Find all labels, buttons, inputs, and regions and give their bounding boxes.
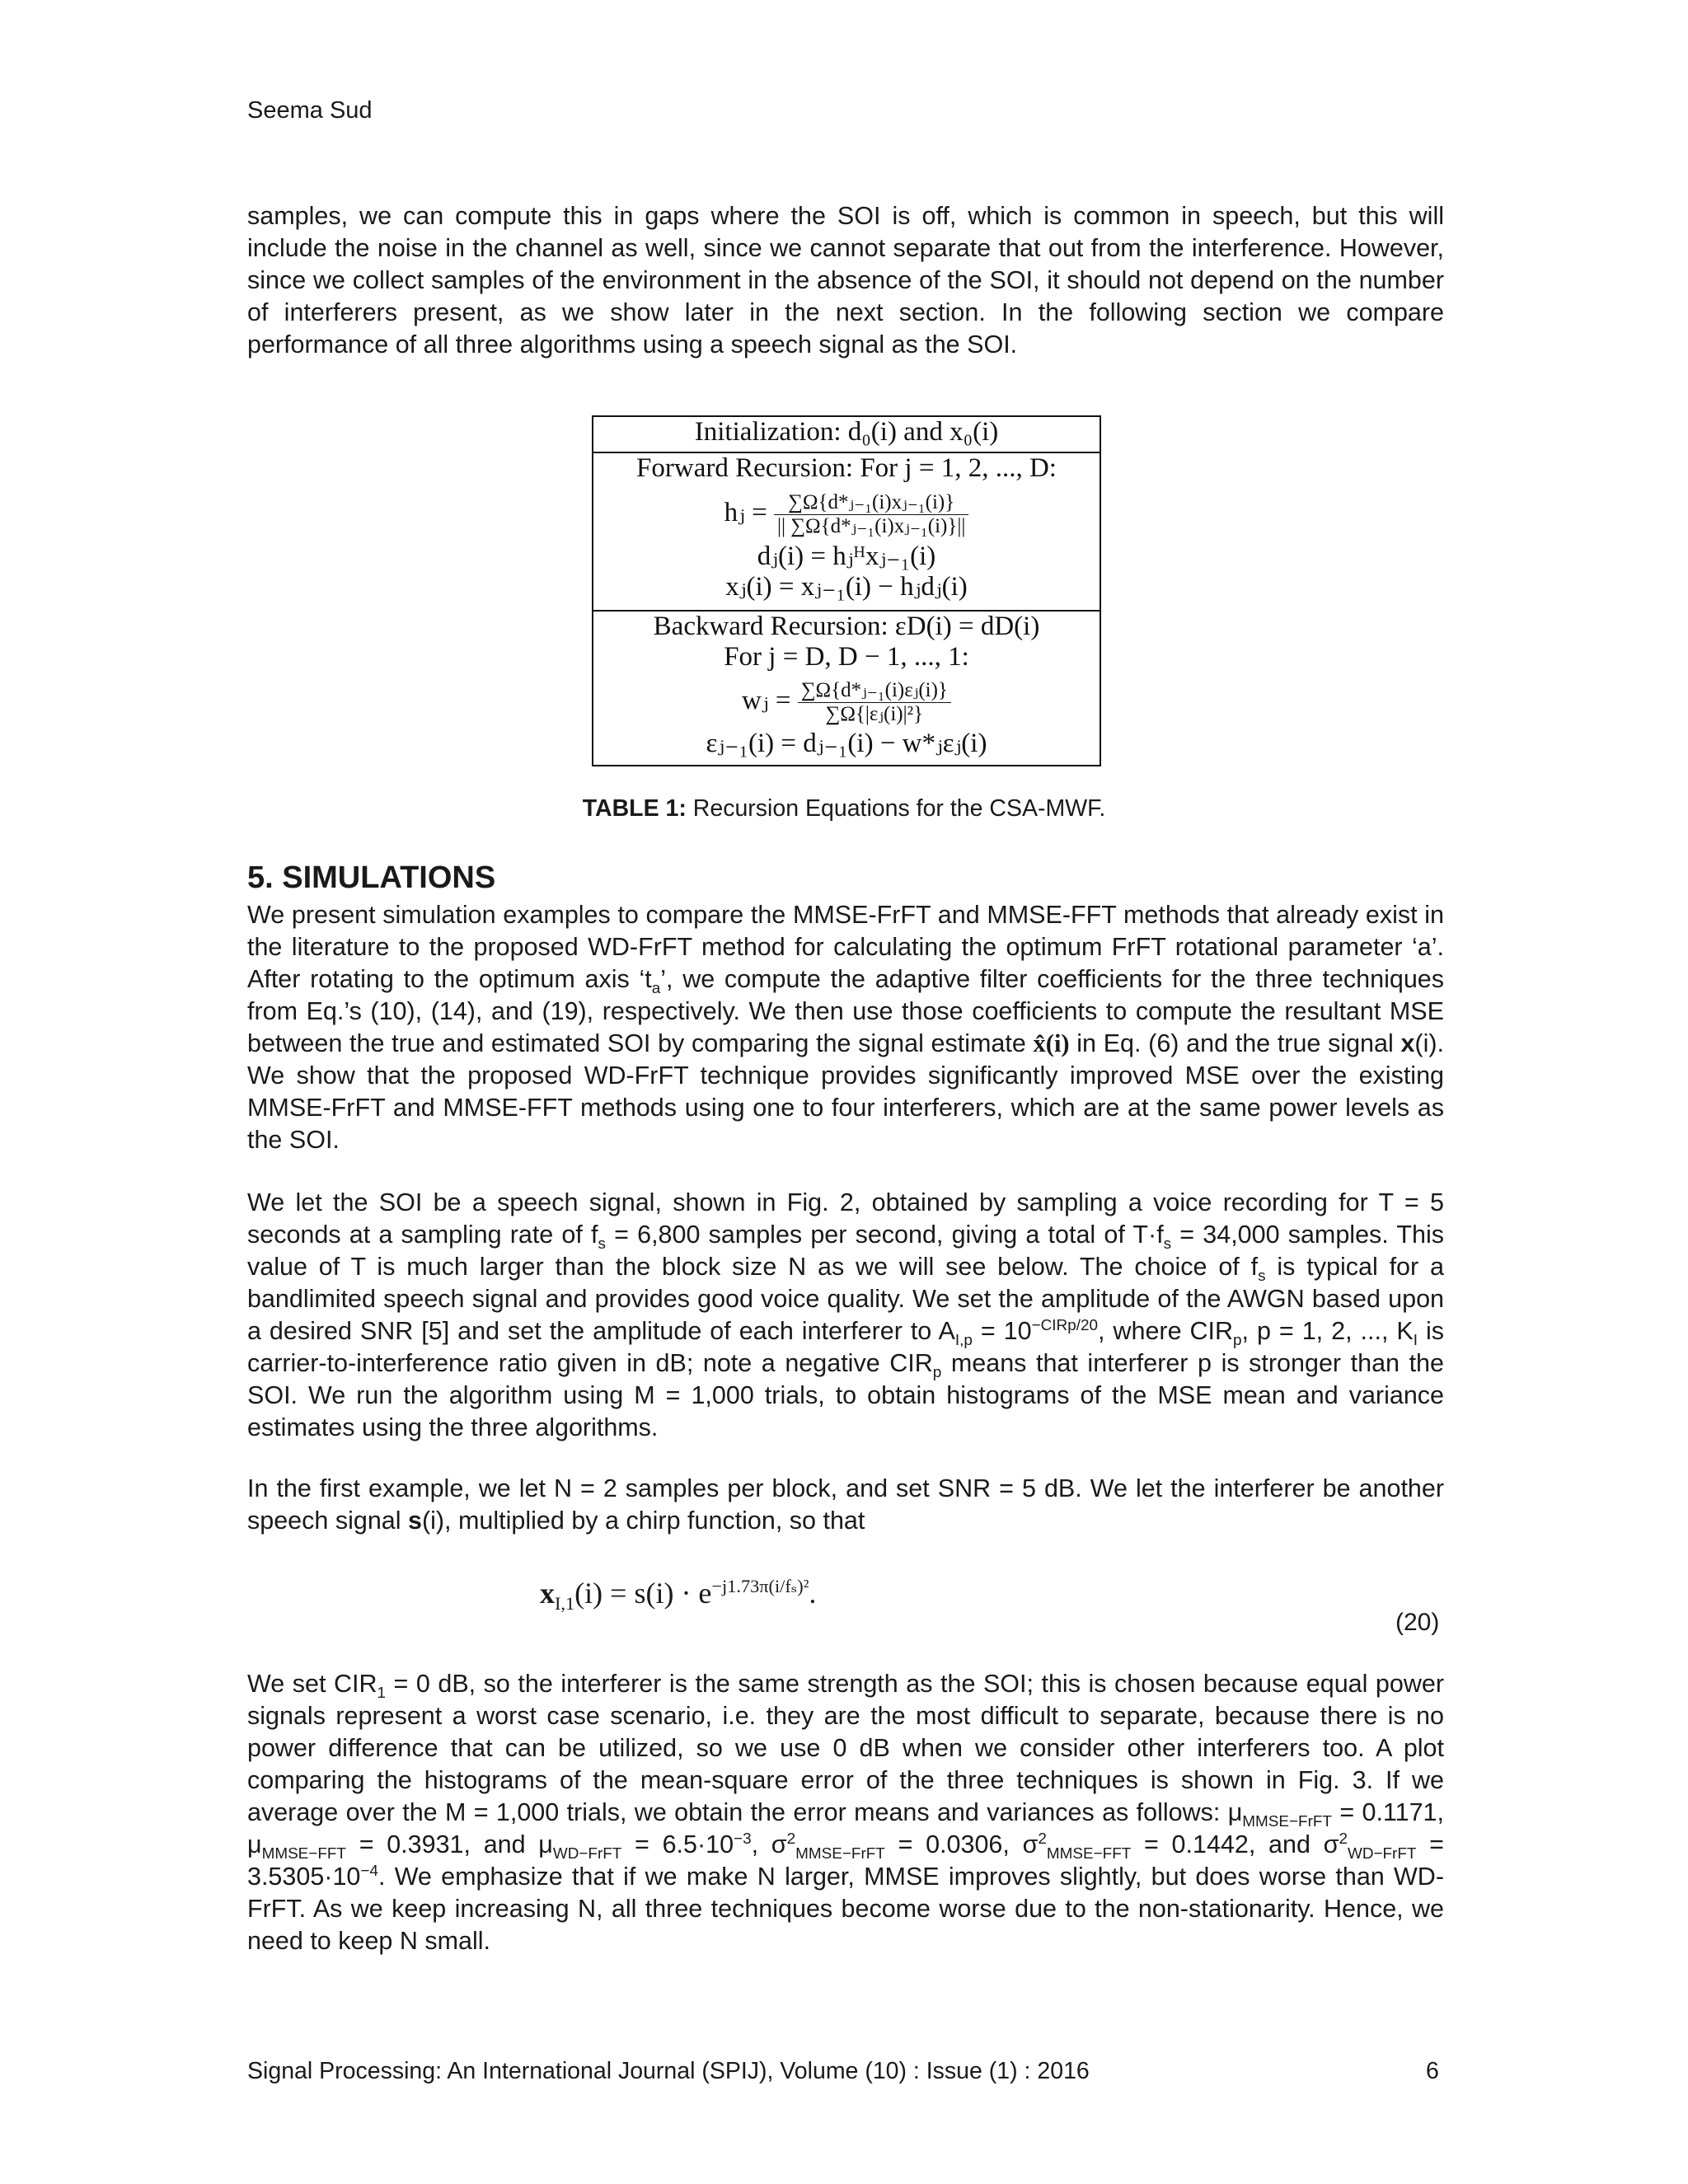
p5-text-a: We set CIR: [247, 1670, 377, 1698]
p5-sub-mmsefft2: MMSE−FFT: [1046, 1845, 1132, 1863]
p5-text-b: = 0 dB, so the interferer is the same strength as the SOI; this is chosen because equal power signals represent a worst case scenario, i.e. they are the most difficult to separate, because there is no power difference that can be utilized, so we use 0 dB when we consider other interferers too. A plot comparing the histograms of the mean-square error of the three techniques is shown in Fig. 3. If we average over the M = 1,000 trials, we obtain the error means and variances as follows: μ: [247, 1670, 1445, 1826]
p3-text-f: , where CIR: [1098, 1317, 1234, 1345]
p3-sup-cir: −CIRp/20: [1031, 1316, 1099, 1334]
p3-sub-s3: s: [1258, 1268, 1266, 1286]
recursion-table: [592, 415, 1101, 766]
p5-text-d: = 0.3931, and μ: [345, 1830, 553, 1858]
eq20-x: x: [540, 1577, 555, 1610]
p5-sup-2b: 2: [1038, 1830, 1047, 1848]
p5-sup-2a: 2: [786, 1830, 796, 1848]
p3-sub-p2: p: [932, 1364, 942, 1382]
p5-sup-m4: −4: [360, 1862, 378, 1880]
p5-sub-wdfrft2: WD−FrFT: [1347, 1845, 1417, 1863]
p5-text-f: , σ: [751, 1830, 787, 1858]
wj-fraction: [798, 679, 951, 726]
table-caption-text: Recursion Equations for the CSA-MWF.: [686, 795, 1106, 822]
table-caption-label: TABLE 1:: [582, 795, 687, 822]
hj-fraction: [774, 491, 968, 538]
wj-numerator: ∑Ω{d*ⱼ₋₁(i)εⱼ(i)}: [798, 679, 951, 703]
p3-sub-p1: p: [1233, 1332, 1242, 1350]
p4-text-a: In the first example, we let N = 2 samples per block, and set SNR = 5 dB. We let the interferer be another speech signal: [247, 1474, 1444, 1535]
section-title: 5. SIMULATIONS: [247, 860, 496, 895]
p3-sub-s1: s: [598, 1235, 606, 1254]
true-signal-symbol: x: [1400, 1029, 1415, 1057]
p5-sub-1: 1: [377, 1685, 386, 1703]
paragraph-soi: [247, 1187, 1444, 1444]
p2-text-a: We present simulation examples to compare the MMSE-FrFT and MMSE-FFT methods that already exist in the literature to the proposed WD-FrFT method for calculating the optimum FrFT rotational parameter ‘a’. After rotating to the optimum axis ‘t: [247, 901, 1444, 993]
wj-denominator: ∑Ω{|εⱼ(i)|²}: [825, 702, 924, 725]
p3-text-d: is typical for a bandlimited speech signal and provides good voice quality. We set the amplitude of the AWGN based upon a desired SNR [5] and set the amplitude of each interferer to A: [247, 1253, 1444, 1345]
p2-text-b: ’, we compute the adaptive filter coefficients for the three techniques from Eq.’s (10), (14), and (19), respectively. We then use those coefficients to compute the resultant MSE between the true and estimated SOI by comparing the signal estimate: [247, 965, 1444, 1057]
equation-20: [540, 1576, 817, 1615]
table-xj-eq: xⱼ(i) = xⱼ₋₁(i) − hⱼdⱼ(i): [725, 572, 968, 602]
p3-sub-ip: I,p: [954, 1332, 973, 1350]
p5-sup-m3: −3: [734, 1830, 752, 1848]
table-init-row: [593, 417, 1100, 453]
p4-text-b: (i), multiplied by a chirp function, so that: [421, 1507, 865, 1535]
p3-text-b: = 6,800 samples per second, giving a total of T·f: [605, 1221, 1164, 1249]
hj-denominator: || ∑Ω{d*ⱼ₋₁(i)xⱼ₋₁(i)}||: [776, 514, 966, 537]
p5-text-i: = 3.5305·10: [247, 1830, 1444, 1891]
page-number: 6: [1426, 2058, 1439, 2084]
p5-sub-mmsefrft2: MMSE−FrFT: [795, 1845, 885, 1863]
table-backward-title: Backward Recursion: εD(i) = dD(i): [653, 612, 1040, 641]
table-caption: [0, 795, 1688, 823]
eq20-sub: I,1: [555, 1593, 575, 1615]
p5-text-h: = 0.1442, and σ: [1131, 1830, 1339, 1858]
table-backward-section: [593, 612, 1100, 765]
paragraph-results: [247, 1668, 1444, 1957]
table-wj-eq: [593, 673, 1100, 729]
eq20-end: .: [809, 1577, 817, 1610]
p5-sup-2c: 2: [1339, 1830, 1348, 1848]
eq20-rest: (i) = s(i) · e: [574, 1577, 712, 1610]
speech-signal-symbol: s: [408, 1507, 422, 1535]
table-hj-eq: [593, 484, 1100, 541]
p3-text-i: means that interferer p is stronger than the SOI. We run the algorithm using M = 1,000 trials, to obtain histograms of the MSE mean and variance estimates using the three algorithms.: [247, 1349, 1444, 1441]
p5-text-g: = 0.0306, σ: [884, 1830, 1039, 1858]
p5-sub-mmsefft: MMSE−FFT: [261, 1845, 346, 1863]
p5-text-e: = 6.5·10: [621, 1830, 734, 1858]
hj-numerator: ∑Ω{d*ⱼ₋₁(i)xⱼ₋₁(i)}: [774, 491, 968, 515]
paragraph-intro: samples, we can compute this in gaps where the SOI is off, which is common in speech, but this will include the noise in the channel as well, since we cannot separate that out from the interference. However, since we collect samples of the environment in the absence of the SOI, it should not depend on the number of interferers present, as we show later in the next section. In the following section we compare performance of all three algorithms using a speech signal as the SOI.: [247, 202, 1444, 359]
p5-sub-wdfrft: WD−FrFT: [552, 1845, 622, 1863]
p2-sub-a: a: [651, 980, 661, 998]
table-ej-eq: εⱼ₋₁(i) = dⱼ₋₁(i) − w*ⱼεⱼ(i): [706, 729, 987, 758]
p5-sub-mmsefrft: MMSE−FrFT: [1242, 1813, 1332, 1831]
p2-text-d: (i). We show that the proposed WD-FrFT technique provides significantly improved MSE over the existing MMSE-FrFT and MMSE-FFT methods using one to four interferers, which are at the same power levels as the SOI.: [247, 1029, 1444, 1154]
paragraph-first-example: [247, 1473, 1444, 1537]
author-header: Seema Sud: [247, 97, 373, 124]
p2-text-c: in Eq. (6) and the true signal: [1069, 1029, 1401, 1057]
table-dj-eq: dⱼ(i) = hⱼᴴxⱼ₋₁(i): [757, 541, 936, 571]
p3-text-h: is carrier-to-interference ratio given in dB; note a negative CIR: [247, 1317, 1444, 1377]
eq20-exponent: −j1.73π(i/fₛ)²: [711, 1576, 809, 1596]
p3-sub-s2: s: [1163, 1235, 1172, 1254]
hj-lhs: hⱼ =: [724, 498, 767, 527]
equation-number: (20): [1395, 1609, 1440, 1636]
footer-journal: Signal Processing: An International Journal (SPIJ), Volume (10) : Issue (1) : 2016: [247, 2058, 1090, 2084]
p3-sub-i: I: [1413, 1332, 1418, 1350]
p3-text-e: = 10: [972, 1317, 1032, 1345]
p5-text-c: = 0.1171, μ: [247, 1798, 1444, 1858]
p3-text-a: We let the SOI be a speech signal, shown in Fig. 2, obtained by sampling a voice recording for T = 5 seconds at a sampling rate of f: [247, 1188, 1444, 1249]
table-forward-title: Forward Recursion: For j = 1, 2, ..., D:: [636, 453, 1057, 483]
wj-lhs: wⱼ =: [742, 686, 791, 715]
p5-text-j: . We emphasize that if we make N larger, MMSE improves slightly, but does worse than WD-FrFT. As we keep increasing N, all three techniques become worse due to the non-stationarity. Hence, we need to keep N small.: [247, 1863, 1444, 1955]
table-forward-section: [593, 453, 1100, 612]
p3-text-c: = 34,000 samples. This value of T is much larger than the block size N as we will see below. The choice of f: [247, 1221, 1444, 1281]
p3-text-g: , p = 1, 2, ..., K: [1241, 1317, 1414, 1345]
table-init: Initialization: d₀(i) and x₀(i): [694, 417, 999, 447]
table-backward-for: For j = D, D − 1, ..., 1:: [724, 642, 969, 672]
paragraph-simulations: [247, 899, 1444, 1156]
signal-estimate-symbol: x̂(i): [1033, 1029, 1070, 1057]
